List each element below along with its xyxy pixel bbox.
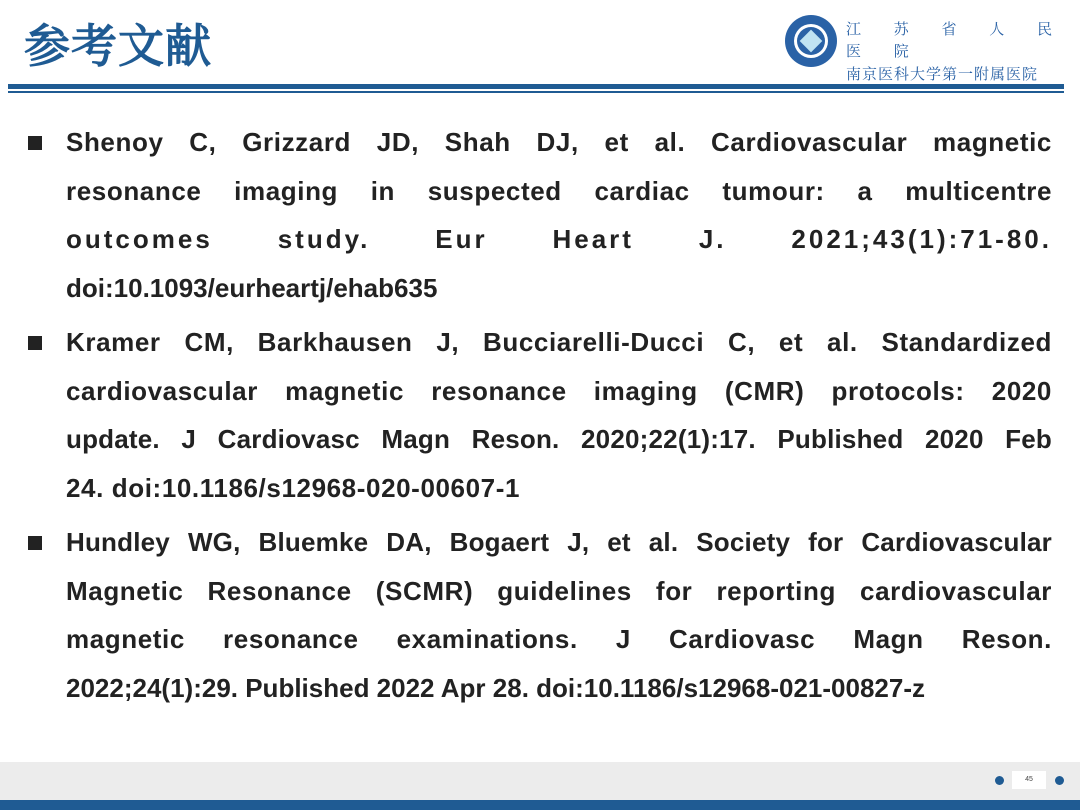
header-divider (8, 84, 1064, 89)
reference-line: Magnetic Resonance (SCMR) guidelines for reporting cardiovascular (66, 575, 1052, 606)
reference-line: Shenoy C, Grizzard JD, Shah DJ, et al. Cardiovascular magnetic (66, 127, 1052, 157)
reference-line: Kramer CM, Barkhausen J, Bucciarelli-Ducci C, et al. Standardized (66, 327, 1052, 357)
reference-line: 24. doi:10.1186/s12968-020-00607-1 (66, 472, 521, 503)
reference-line: outcomes study. Eur Heart J. 2021;43(1):71-80. (66, 224, 1052, 254)
reference-item (28, 118, 1052, 312)
hospital-logo-icon (784, 14, 838, 68)
reference-line: resonance imaging in suspected cardiac tumour: a multicentre (66, 175, 1052, 206)
bullet-icon (28, 536, 42, 550)
hospital-name-block (846, 18, 1080, 86)
bullet-icon (28, 136, 42, 150)
dot-icon (1055, 776, 1064, 785)
page-number: 45 (1012, 771, 1046, 789)
reference-line: magnetic resonance examinations. J Cardiovasc Magn Reson. (66, 624, 1052, 654)
reference-line: cardiovascular magnetic resonance imaging (CMR) protocols: 2020 (66, 375, 1052, 406)
reference-list (28, 118, 1052, 718)
footer-bar (0, 800, 1080, 810)
reference-line: update. J Cardiovasc Magn Reson. 2020;22(1):17. Published 2020 Feb (66, 424, 1052, 454)
dot-icon (995, 776, 1004, 785)
footer-band (0, 762, 1080, 800)
bullet-icon (28, 336, 42, 350)
reference-item (28, 318, 1052, 512)
page-title: 参考文献 (24, 19, 212, 73)
reference-item (28, 518, 1052, 712)
reference-line: Hundley WG, Bluemke DA, Bogaert J, et al. Society for Cardiovascular (66, 527, 1052, 557)
reference-line: doi:10.1093/eurheartj/ehab635 (66, 272, 438, 303)
reference-line: 2022;24(1):29. Published 2022 Apr 28. doi:10.1186/s12968-021-00827-z (66, 672, 925, 703)
hospital-subname: 南京医科大学第一附属医院 (846, 65, 1039, 83)
hospital-name: 江 苏 省 人 民 医 院 (846, 20, 1067, 60)
header-divider-thin (8, 91, 1064, 93)
